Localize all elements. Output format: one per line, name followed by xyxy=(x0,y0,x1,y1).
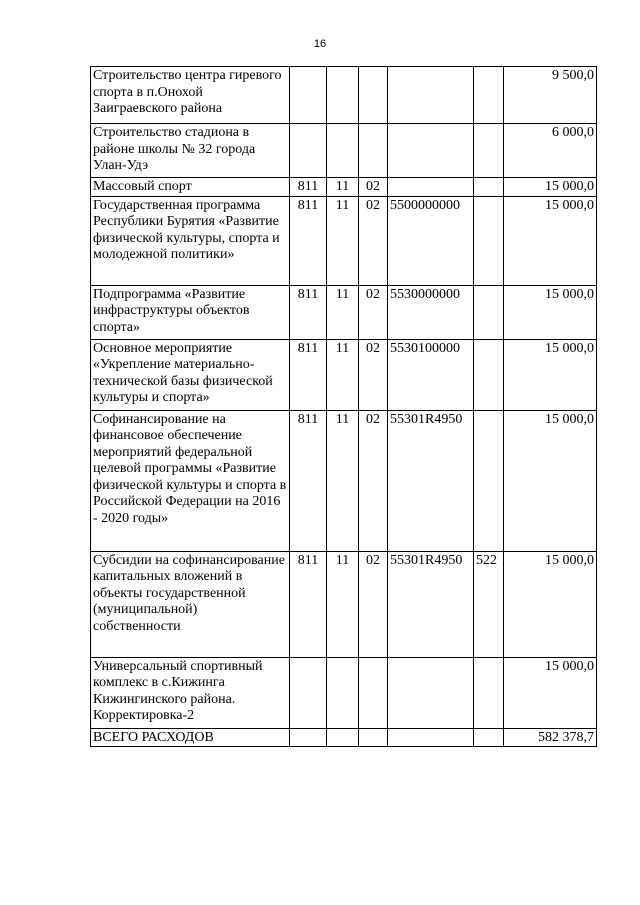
expense-type-cell xyxy=(474,657,504,728)
table-row xyxy=(91,728,597,747)
target-article-cell xyxy=(388,728,474,747)
amount-cell: 6 000,0 xyxy=(504,124,597,178)
row-name-cell: Строительство центра гиревого спорта в п.Онохой Заиграевского района xyxy=(91,67,290,124)
ved-cell: 811 xyxy=(290,551,327,657)
ved-cell: 811 xyxy=(290,339,327,410)
subsection-cell xyxy=(359,657,388,728)
amount-cell: 15 000,0 xyxy=(504,657,597,728)
target-article-cell: 5500000000 xyxy=(388,196,474,285)
table-row xyxy=(91,410,597,551)
row-name-cell: Массовый спорт xyxy=(91,178,290,197)
subsection-cell: 02 xyxy=(359,196,388,285)
amount-cell: 15 000,0 xyxy=(504,410,597,551)
amount-cell: 9 500,0 xyxy=(504,67,597,124)
target-article-cell: 55301R4950 xyxy=(388,410,474,551)
target-article-cell: 55301R4950 xyxy=(388,551,474,657)
section-cell: 11 xyxy=(327,410,359,551)
target-article-cell xyxy=(388,178,474,197)
page-number: 16 xyxy=(313,38,327,50)
row-name-cell: Государственная программа Республики Бурятия «Развитие физической культуры, спорта и молодежной политики» xyxy=(91,196,290,285)
row-name-cell: Основное мероприятие «Укрепление материально-технической базы физической культуры и спорта» xyxy=(91,339,290,410)
subsection-cell: 02 xyxy=(359,339,388,410)
ved-cell: 811 xyxy=(290,178,327,197)
section-cell: 11 xyxy=(327,285,359,339)
section-cell xyxy=(327,67,359,124)
target-article-cell: 5530000000 xyxy=(388,285,474,339)
target-article-cell: 5530100000 xyxy=(388,339,474,410)
amount-cell: 15 000,0 xyxy=(504,285,597,339)
expense-type-cell xyxy=(474,728,504,747)
section-cell: 11 xyxy=(327,339,359,410)
target-article-cell xyxy=(388,124,474,178)
expense-type-cell xyxy=(474,196,504,285)
expense-type-cell xyxy=(474,67,504,124)
expense-type-cell xyxy=(474,285,504,339)
subsection-cell: 02 xyxy=(359,178,388,197)
section-cell: 11 xyxy=(327,551,359,657)
table-row xyxy=(91,196,597,285)
amount-cell: 15 000,0 xyxy=(504,196,597,285)
budget-table xyxy=(90,66,597,747)
section-cell xyxy=(327,124,359,178)
section-cell: 11 xyxy=(327,196,359,285)
subsection-cell: 02 xyxy=(359,410,388,551)
row-name-cell: Софинансирование на финансовое обеспечение мероприятий федеральной целевой программы «Развитие физической культуры и спорта в Российской Федерации на 2016 - 2020 годы» xyxy=(91,410,290,551)
amount-cell: 582 378,7 xyxy=(504,728,597,747)
table-row xyxy=(91,67,597,124)
ved-cell xyxy=(290,67,327,124)
ved-cell: 811 xyxy=(290,410,327,551)
subsection-cell xyxy=(359,67,388,124)
expense-type-cell xyxy=(474,124,504,178)
row-name-cell: Строительство стадиона в районе школы № 32 города Улан-Удэ xyxy=(91,124,290,178)
amount-cell: 15 000,0 xyxy=(504,178,597,197)
table-row xyxy=(91,551,597,657)
ved-cell xyxy=(290,657,327,728)
subsection-cell xyxy=(359,728,388,747)
amount-cell: 15 000,0 xyxy=(504,551,597,657)
table-row xyxy=(91,285,597,339)
expense-type-cell: 522 xyxy=(474,551,504,657)
target-article-cell xyxy=(388,657,474,728)
target-article-cell xyxy=(388,67,474,124)
section-cell xyxy=(327,657,359,728)
ved-cell: 811 xyxy=(290,285,327,339)
ved-cell xyxy=(290,124,327,178)
ved-cell xyxy=(290,728,327,747)
table-row xyxy=(91,178,597,197)
ved-cell: 811 xyxy=(290,196,327,285)
subsection-cell: 02 xyxy=(359,551,388,657)
subsection-cell xyxy=(359,124,388,178)
expense-type-cell xyxy=(474,339,504,410)
section-cell: 11 xyxy=(327,178,359,197)
subsection-cell: 02 xyxy=(359,285,388,339)
amount-cell: 15 000,0 xyxy=(504,339,597,410)
expense-type-cell xyxy=(474,178,504,197)
table-row xyxy=(91,339,597,410)
row-name-cell: ВСЕГО РАСХОДОВ xyxy=(91,728,290,747)
row-name-cell: Субсидии на софинансирование капитальных вложений в объекты государственной (муниципальной) собственности xyxy=(91,551,290,657)
row-name-cell: Подпрограмма «Развитие инфраструктуры объектов спорта» xyxy=(91,285,290,339)
expense-type-cell xyxy=(474,410,504,551)
table-row xyxy=(91,124,597,178)
section-cell xyxy=(327,728,359,747)
row-name-cell: Универсальный спортивный комплекс в с.Кижинга Кижингинского района. Корректировка-2 xyxy=(91,657,290,728)
table-row xyxy=(91,657,597,728)
